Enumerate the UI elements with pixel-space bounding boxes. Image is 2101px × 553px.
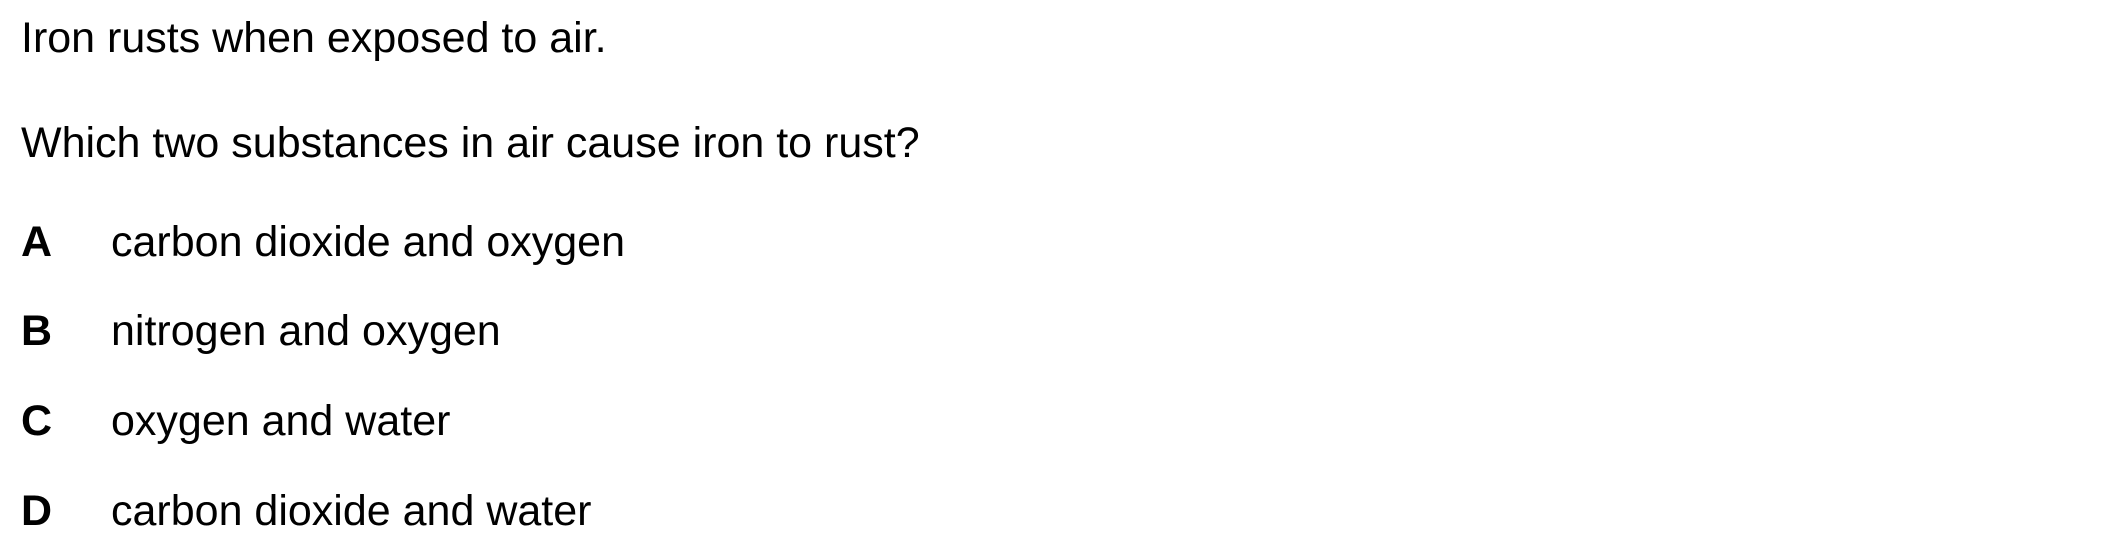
option-letter: C bbox=[21, 397, 53, 445]
question-prompt: Which two substances in air cause iron to rust? bbox=[21, 119, 920, 167]
option-letter: B bbox=[21, 307, 53, 355]
option-text: nitrogen and oxygen bbox=[111, 307, 501, 355]
option-text: carbon dioxide and oxygen bbox=[111, 218, 625, 266]
option-letter: D bbox=[21, 487, 53, 535]
option-letter: A bbox=[21, 218, 53, 266]
option-text: oxygen and water bbox=[111, 397, 451, 445]
question-stem: Iron rusts when exposed to air. bbox=[21, 14, 607, 62]
option-text: carbon dioxide and water bbox=[111, 487, 592, 535]
